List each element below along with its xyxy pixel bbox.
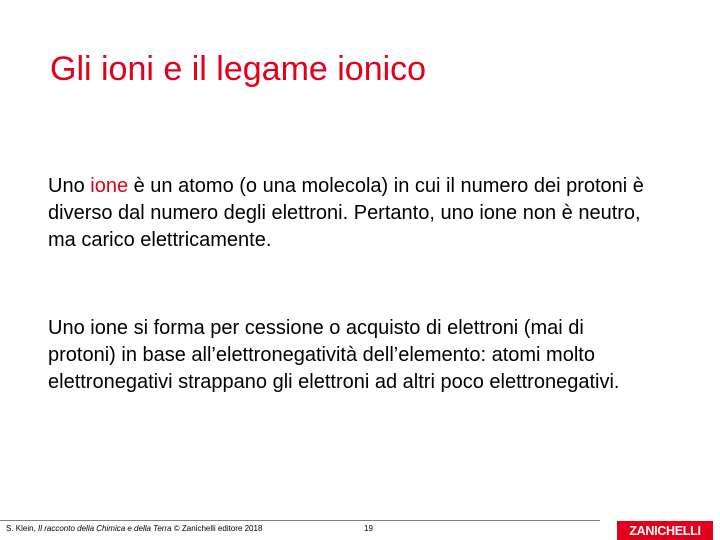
paragraph-text-start: Uno: [48, 175, 91, 197]
paragraph-text-end: è un atomo (o una molecola) in cui il numero dei protoni è diverso dal numero degli elettroni. Pertanto, uno ione non è neutro, ma carico elettricamente.: [48, 175, 644, 251]
highlighted-term: ione: [90, 175, 129, 197]
footer-credit: [6, 524, 262, 533]
footer-book-title: Il racconto della Chimica e della Terra: [38, 524, 172, 533]
paragraph-ion-definition: [48, 173, 648, 254]
page-number: 19: [364, 524, 373, 533]
footer-divider: [0, 520, 600, 521]
slide-title: Gli ioni e il legame ionico: [50, 50, 427, 88]
logo-text: ZANICHELLI: [629, 523, 701, 538]
paragraph-ion-formation: Uno ione si forma per cessione o acquisto di elettroni (mai di protoni) in base all’elettronegatività dell’elemento: atomi molto elettronegativi strappano gli elettroni ad altri poco elettronegativi.: [48, 317, 620, 393]
zanichelli-logo: [617, 521, 713, 540]
footer-publisher: © Zanichelli editore 2018: [171, 524, 263, 533]
footer-author: S. Klein,: [6, 524, 39, 533]
